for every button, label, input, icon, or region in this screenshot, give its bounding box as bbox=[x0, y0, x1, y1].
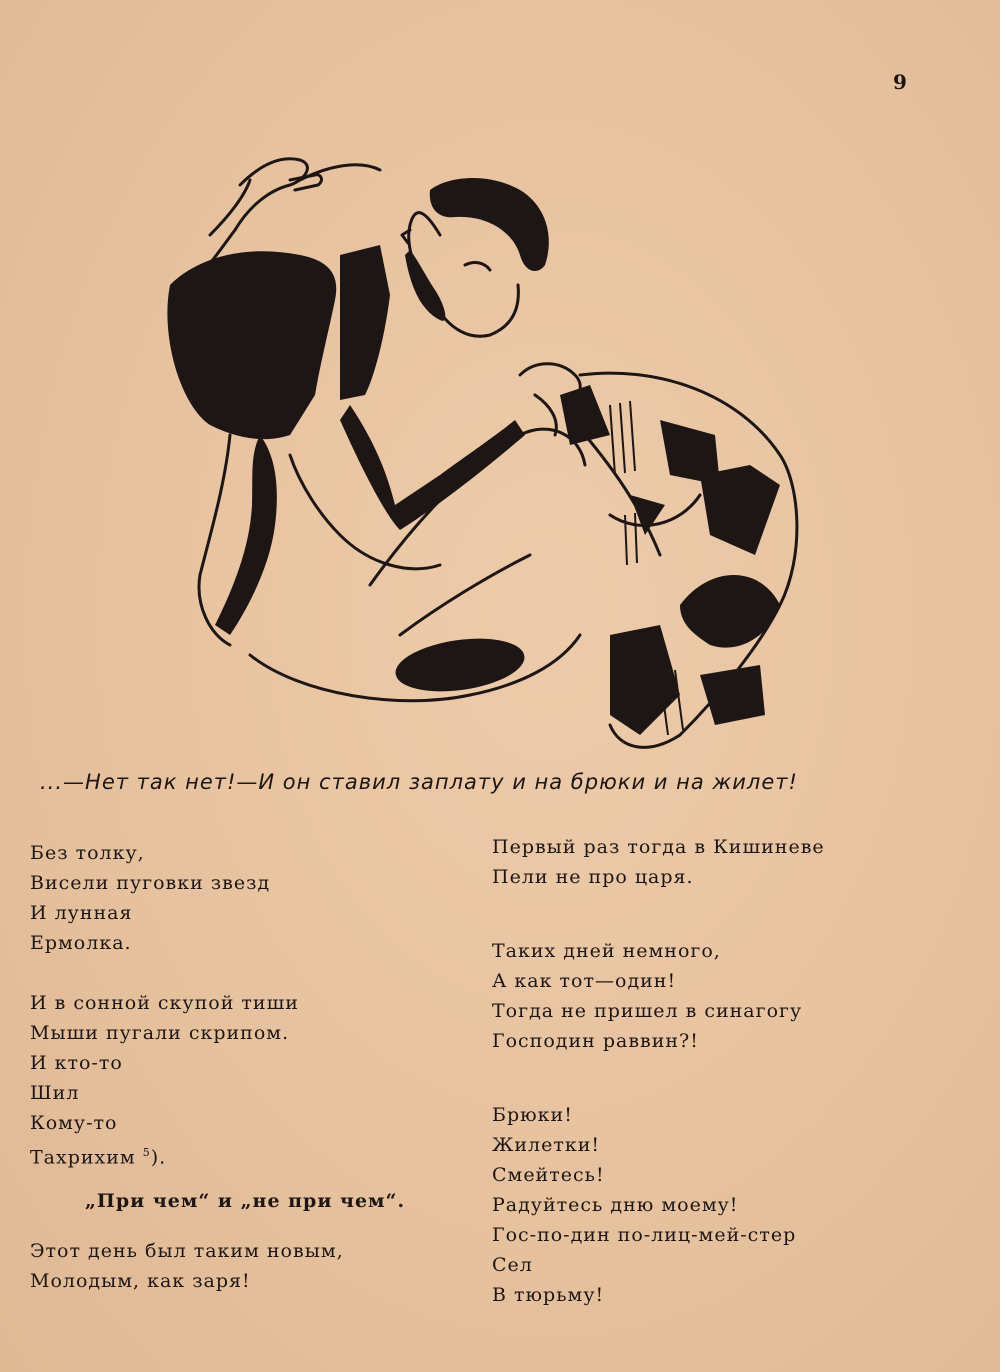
stanza bbox=[492, 936, 932, 1056]
poem-line: Без толку, bbox=[30, 842, 145, 864]
poem-line: И кто-то bbox=[30, 1052, 123, 1074]
poem-line: Господин раввин?! bbox=[492, 1030, 699, 1052]
tailor-illustration bbox=[140, 135, 820, 765]
poem-line: Брюки! bbox=[492, 1104, 573, 1126]
poem-line: Ермолка. bbox=[30, 932, 132, 954]
page-number: 9 bbox=[893, 70, 907, 94]
stanza bbox=[492, 1100, 932, 1310]
footnote-tail: ). bbox=[150, 1146, 167, 1169]
stanza bbox=[30, 838, 450, 958]
poem-line: Шил bbox=[30, 1082, 80, 1104]
poem-line: И лунная bbox=[30, 902, 133, 924]
poem-line: В тюрьму! bbox=[492, 1284, 605, 1306]
poem-line bbox=[30, 1138, 450, 1168]
poem-right-column bbox=[492, 832, 932, 1310]
poem-line: Смейтесь! bbox=[492, 1164, 605, 1186]
stanza bbox=[30, 988, 450, 1168]
poem-line: Висели пуговки звезд bbox=[30, 872, 271, 894]
poem-line: Сел bbox=[492, 1254, 533, 1276]
poem-line: Кому-то bbox=[30, 1112, 118, 1134]
footnote-mark: 5 bbox=[142, 1146, 151, 1159]
illustration-caption: ...—Нет так нет!—И он ставил заплату и на брюки и на жилет! bbox=[40, 770, 798, 794]
section-heading: „При чем“ и „не при чем“. bbox=[85, 1190, 406, 1212]
poem-line-text: Тахрихим bbox=[30, 1146, 136, 1169]
poem-line: Таких дней немного, bbox=[492, 940, 721, 962]
poem-line: Гос-по-дин по-лиц-мей-стер bbox=[492, 1224, 797, 1246]
poem-line: Этот день был таким новым, bbox=[30, 1240, 344, 1262]
poem-line: А как тот—один! bbox=[492, 970, 677, 992]
poem-line: И в сонной скупой тиши bbox=[30, 992, 299, 1014]
stanza bbox=[30, 1236, 450, 1296]
poem-line: Первый раз тогда в Кишиневе bbox=[492, 836, 825, 858]
poem-line: Тогда не пришел в синагогу bbox=[492, 1000, 803, 1022]
poem-line: Пели не про царя. bbox=[492, 866, 694, 888]
poem-line: Радуйтесь дню моему! bbox=[492, 1194, 739, 1216]
poem-left-column bbox=[30, 838, 450, 1296]
poem-line: Молодым, как заря! bbox=[30, 1270, 251, 1292]
stanza bbox=[492, 832, 932, 892]
poem-line: Мыши пугали скрипом. bbox=[30, 1022, 290, 1044]
poem-line: Жилетки! bbox=[492, 1134, 601, 1156]
